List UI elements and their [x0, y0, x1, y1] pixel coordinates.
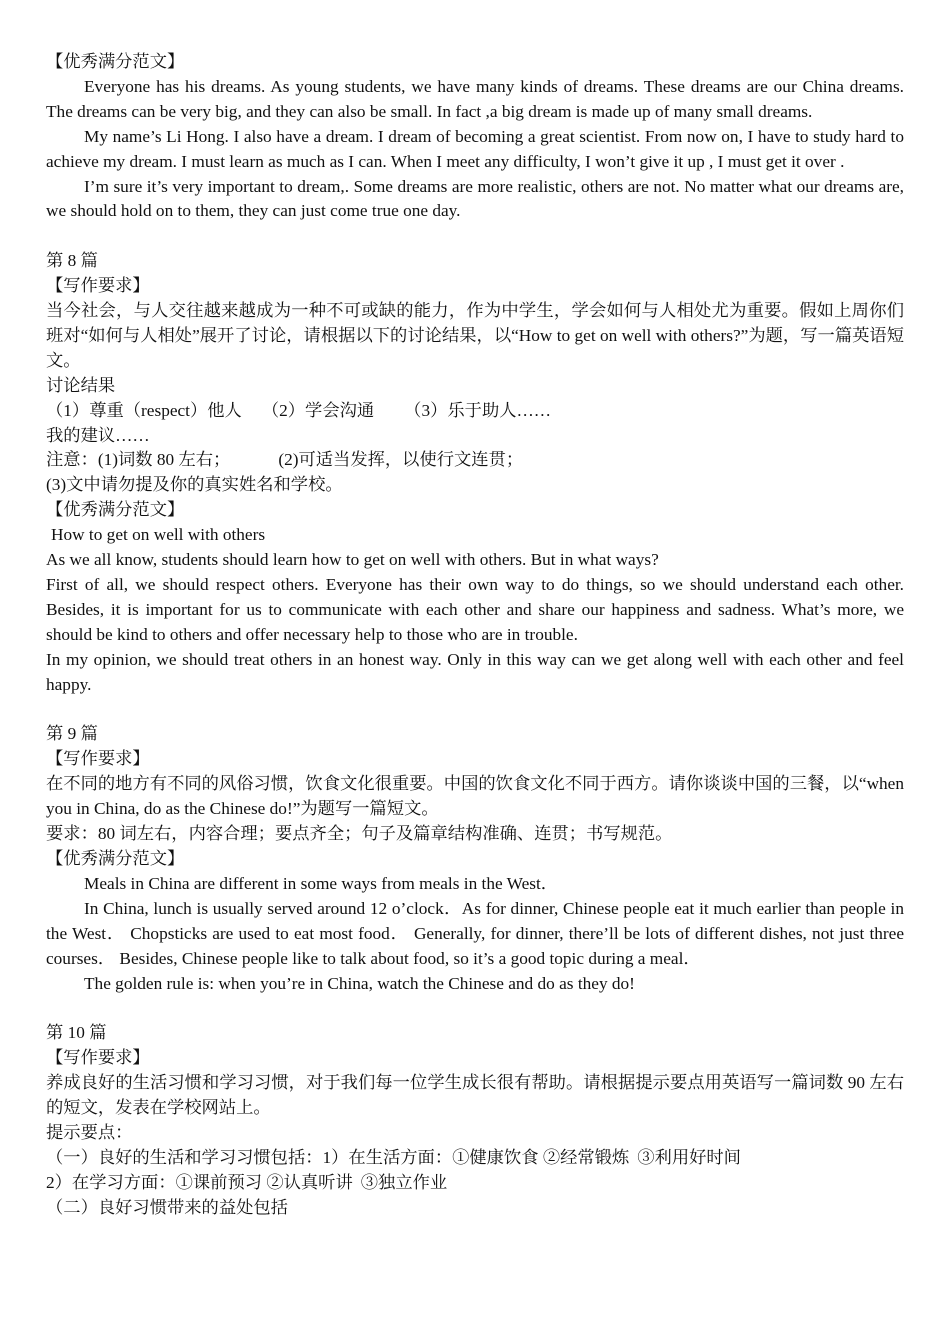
hint-1-part-a: （一）良好的生活和学习习惯包括：1）在生活方面：①健康饮食 ②经常锻炼: [46, 1147, 630, 1167]
discussion-result-label: 讨论结果: [46, 375, 116, 395]
sample-heading: 【优秀满分范文】: [46, 52, 185, 71]
note-1: 注意：(1)词数 80 左右；: [46, 450, 231, 470]
sample-paragraph-3: The golden rule is: when you’re in China, watch the Chinese and do as they do!: [84, 973, 635, 993]
sample-paragraph-3: In my opinion, we should treat others in an honest way. Only in this way can we get along well with each other and feel happy.: [46, 649, 904, 694]
essay-number: 第 8 篇: [46, 251, 98, 271]
essay-number: 第 9 篇: [46, 724, 98, 744]
hint-2-part-a: 2）在学习方面：①课前预习 ②认真听讲: [46, 1172, 353, 1192]
requirement-heading: 【写作要求】: [46, 1048, 150, 1068]
essay-8: [46, 249, 904, 697]
note-3: (3)文中请勿提及你的真实姓名和学校。: [46, 475, 343, 495]
spacer: [46, 698, 904, 723]
essay-number: 第 10 篇: [46, 1023, 107, 1043]
hint-1-part-b: ③利用好时间: [637, 1147, 741, 1167]
sample-title: How to get on well with others: [51, 525, 266, 545]
hint-line-3: （二）良好习惯带来的益处包括: [46, 1197, 288, 1217]
sample-paragraph-1: As we all know, students should learn how to get on well with others. But in what ways?: [46, 550, 659, 570]
sample-paragraph-2: My name’s Li Hong. I also have a dream. I dream of becoming a great scientist. From now on, I have to study hard to achieve my dream. I must learn as much as I can. When I meet any difficulty, I won’t give it up , I must get it over .: [46, 126, 904, 171]
spacer: [46, 996, 904, 1021]
sample-paragraph-2: First of all, we should respect others. Everyone has their own way to do things, so we should understand each other. Besides, it is important for us to communicate with each other and share our happiness and sadness. What’s more, we should be kind to others and offer necessary help to those who are in trouble.: [46, 575, 904, 644]
note-2: (2)可适当发挥，以使行文连贯；: [278, 450, 524, 470]
requirement-text: 当今社会，与人交往越来越成为一种不可或缺的能力，作为中学生，学会如何与人相处尤为重要。假如上周你们班对“如何与人相处”展开了讨论，请根据以下的讨论结果，以“How to get on well with others?”为题，写一篇英语短文。: [46, 301, 904, 370]
sample-paragraph-2: In China, lunch is usually served around 12 o’clock．As for dinner, Chinese people eat it much earlier than people in the West． Chopsticks are used to eat most food． Generally, for dinner, there’ll be lots of different dishes, not just three courses． Besides, Chinese people like to talk about food, so it’s a good topic during a meal．: [46, 898, 904, 968]
spacer: [46, 224, 904, 249]
requirement-text: 在不同的地方有不同的风俗习惯，饮食文化很重要。中国的饮食文化不同于西方。请你谈谈中国的三餐，以“when you in China, do as the Chinese do!”为题写一篇短文。: [46, 774, 904, 819]
discussion-results: [46, 399, 904, 424]
hint-line-2: [46, 1171, 904, 1196]
sample-paragraph-1: Everyone has his dreams. As young students, we have many kinds of dreams. These dreams are our China dreams. The dreams can be very big, and they can also be small. In fact ,a big dream is made up of many small dreams.: [46, 76, 904, 121]
document-page: [46, 50, 904, 1221]
sample-paragraph-3: I’m sure it’s very important to dream,. Some dreams are more realistic, others are not. No matter what our dreams are, we should hold on to them, they can just come true one day.: [46, 176, 904, 221]
my-advice-label: 我的建议……: [46, 425, 150, 445]
essay-10: [46, 1021, 904, 1220]
sample-heading: 【优秀满分范文】: [46, 848, 185, 868]
essay-9: [46, 722, 904, 996]
hint-2-part-b: ③独立作业: [360, 1172, 448, 1192]
essay-7-sample: [46, 50, 904, 224]
requirement-note: 要求：80 词左右，内容合理；要点齐全；句子及篇章结构准确、连贯；书写规范。: [46, 824, 673, 844]
result-item-1: （1）尊重（respect）他人: [46, 400, 242, 420]
requirement-text: 养成良好的生活习惯和学习习惯，对于我们每一位学生成长很有帮助。请根据提示要点用英语写一篇词数 90 左右的短文，发表在学校网站上。: [46, 1073, 904, 1118]
requirement-heading: 【写作要求】: [46, 749, 150, 769]
sample-heading: 【优秀满分范文】: [46, 500, 185, 520]
sample-paragraph-1: Meals in China are different in some ways from meals in the West．: [84, 873, 559, 893]
hint-label: 提示要点：: [46, 1122, 133, 1142]
result-item-2: （2）学会沟通: [261, 400, 375, 420]
result-item-3: （3）乐于助人……: [404, 400, 552, 420]
notes-line: [46, 448, 904, 473]
hint-line-1: [46, 1146, 904, 1171]
requirement-heading: 【写作要求】: [46, 276, 150, 296]
